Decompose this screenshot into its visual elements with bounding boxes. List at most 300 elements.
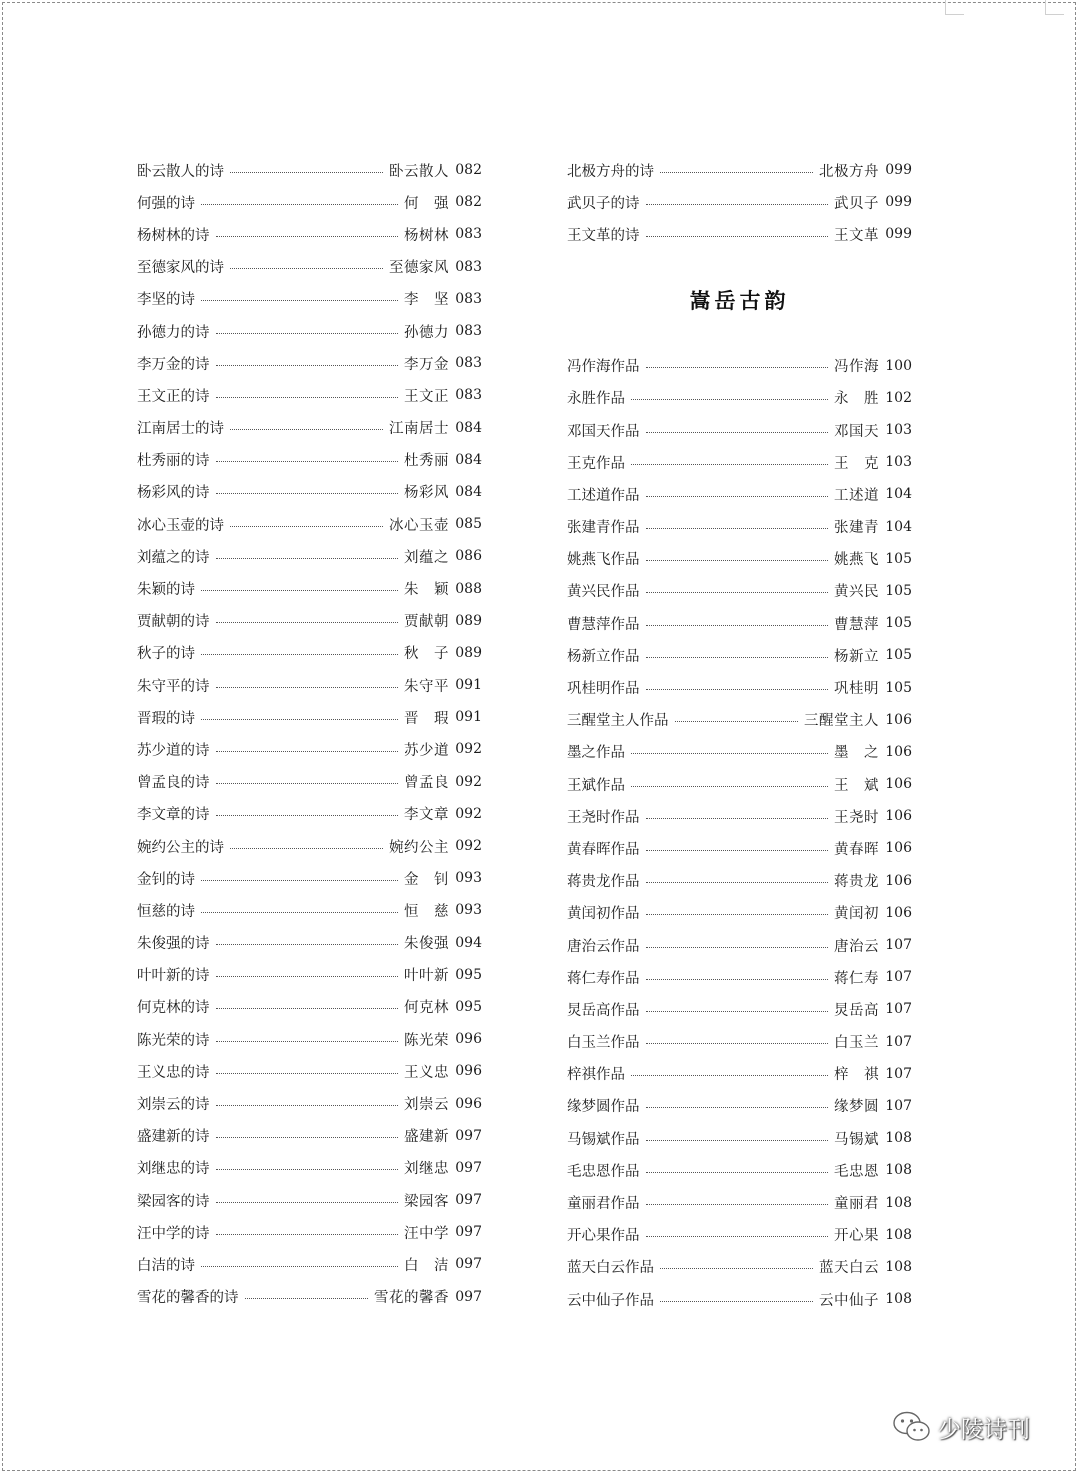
toc-entry (137, 1055, 482, 1087)
entry-author: 云中仙子 (819, 1292, 879, 1309)
entry-author: 武贝子 (834, 195, 879, 212)
dot-leader (230, 429, 383, 430)
toc-entry (567, 543, 912, 575)
page-number: 107 (885, 1033, 912, 1050)
entry-author: 朱守平 (404, 678, 449, 695)
page-number: 089 (455, 644, 482, 661)
toc-entry (567, 1251, 912, 1283)
dot-leader (646, 1140, 829, 1141)
dot-leader (201, 912, 398, 913)
toc-entry (137, 476, 482, 508)
dot-leader (646, 979, 829, 980)
dot-leader (216, 687, 399, 688)
entry-title: 墨之作品 (567, 745, 625, 762)
page-number: 108 (885, 1258, 912, 1275)
toc-entry (567, 929, 912, 961)
page-number: 103 (885, 422, 912, 439)
entry-title: 刘崇云的诗 (137, 1097, 210, 1114)
page-number: 097 (455, 1159, 482, 1176)
dot-leader (201, 204, 398, 205)
dot-leader (216, 1073, 399, 1074)
page-number: 096 (455, 1095, 482, 1112)
page-number: 106 (885, 904, 912, 921)
entry-title: 恒慈的诗 (137, 903, 195, 920)
page-number: 092 (455, 741, 482, 758)
toc-entry (567, 671, 912, 703)
page-number: 092 (455, 805, 482, 822)
page-number: 105 (885, 647, 912, 664)
dot-leader (201, 590, 398, 591)
page-number: 103 (885, 454, 912, 471)
dot-leader (631, 1075, 828, 1076)
toc-entry (567, 511, 912, 543)
page-number: 088 (455, 580, 482, 597)
entry-title: 何克林的诗 (137, 1000, 210, 1017)
page-number: 099 (885, 162, 912, 179)
toc-entry (137, 798, 482, 830)
entry-title: 朱俊强的诗 (137, 936, 210, 953)
page-number: 083 (455, 226, 482, 243)
dot-leader (646, 947, 829, 948)
page-number: 097 (455, 1127, 482, 1144)
entry-title: 武贝子的诗 (567, 195, 640, 212)
dot-leader (201, 719, 398, 720)
toc-entry (137, 508, 482, 540)
dot-leader (216, 1137, 399, 1138)
page-number: 106 (885, 776, 912, 793)
entry-title: 刘继忠的诗 (137, 1161, 210, 1178)
dot-leader (245, 1298, 369, 1299)
entry-author: 朱俊强 (404, 936, 449, 953)
entry-author: 苏少道 (404, 742, 449, 759)
toc-entry (567, 414, 912, 446)
entry-author: 开心果 (834, 1228, 879, 1245)
entry-title: 曹慧萍作品 (567, 616, 640, 633)
toc-entry (137, 637, 482, 669)
entry-author: 杨新立 (834, 648, 879, 665)
toc-entry (137, 1152, 482, 1184)
dot-leader (201, 654, 398, 655)
toc-entry (567, 154, 912, 186)
toc-entry (567, 897, 912, 929)
entry-author: 唐治云 (834, 938, 879, 955)
entry-author: 叶叶新 (404, 968, 449, 985)
toc-entry (137, 991, 482, 1023)
toc-entry (567, 1186, 912, 1218)
entry-title: 王尧时作品 (567, 809, 640, 826)
entry-title: 永胜作品 (567, 391, 625, 408)
entry-title: 童丽君作品 (567, 1196, 640, 1213)
dot-leader (660, 1301, 813, 1302)
entry-author: 王义忠 (404, 1064, 449, 1081)
toc-entry (567, 1026, 912, 1058)
entry-title: 姚燕飞作品 (567, 552, 640, 569)
toc-entry (137, 1023, 482, 1055)
dot-leader (216, 1234, 399, 1235)
entry-author: 王文正 (404, 388, 449, 405)
dot-leader (646, 560, 829, 561)
entry-author: 巩桂明 (834, 681, 879, 698)
corner-mark (1045, 0, 1064, 15)
entry-author: 至德家风 (389, 260, 449, 277)
entry-author: 杨彩风 (404, 485, 449, 502)
entry-title: 王斌作品 (567, 777, 625, 794)
entry-title: 黄闰初作品 (567, 906, 640, 923)
page-number: 093 (455, 902, 482, 919)
entry-title: 卧云散人的诗 (137, 163, 224, 180)
toc-entry (137, 1120, 482, 1152)
entry-title: 梓祺作品 (567, 1067, 625, 1084)
dot-leader (646, 818, 829, 819)
toc-entry (567, 1154, 912, 1186)
dot-leader (646, 914, 829, 915)
page-number: 096 (455, 1063, 482, 1080)
entry-title: 白洁的诗 (137, 1257, 195, 1274)
toc-left-column (137, 154, 482, 1313)
entry-author: 何克林 (404, 1000, 449, 1017)
entry-author: 马锡斌 (834, 1131, 879, 1148)
page-number: 082 (455, 162, 482, 179)
entry-author: 陈光荣 (404, 1032, 449, 1049)
dot-leader (646, 1107, 829, 1108)
toc-entry (137, 894, 482, 926)
page-number: 092 (455, 838, 482, 855)
entry-author: 卧云散人 (389, 163, 449, 180)
dot-leader (216, 751, 399, 752)
dot-leader (646, 367, 829, 368)
toc-entry (567, 832, 912, 864)
page-number: 106 (885, 872, 912, 889)
dot-leader (216, 558, 399, 559)
page-number: 107 (885, 1065, 912, 1082)
toc-entry (137, 540, 482, 572)
page-number: 106 (885, 808, 912, 825)
page-number: 106 (885, 711, 912, 728)
toc-entry (567, 961, 912, 993)
entry-author: 三醒堂主人 (804, 713, 879, 730)
entry-author: 江南居士 (389, 421, 449, 438)
page-number: 097 (455, 1288, 482, 1305)
page-number: 083 (455, 258, 482, 275)
entry-title: 曾孟良的诗 (137, 775, 210, 792)
page-number: 094 (455, 934, 482, 951)
toc-entry (137, 1184, 482, 1216)
toc-entry (567, 1219, 912, 1251)
page-number: 096 (455, 1031, 482, 1048)
page-number: 083 (455, 387, 482, 404)
toc-entry (137, 1216, 482, 1248)
dot-leader (646, 1043, 829, 1044)
dot-leader (216, 815, 399, 816)
entry-title: 毛忠恩作品 (567, 1163, 640, 1180)
dot-leader (216, 493, 399, 494)
entry-title: 王文革的诗 (567, 227, 640, 244)
watermark-text: 少陵诗刊 (938, 1416, 1030, 1443)
entry-author: 盛建新 (404, 1129, 449, 1146)
entry-title: 云中仙子作品 (567, 1292, 654, 1309)
entry-author: 晋 瑕 (404, 710, 449, 727)
entry-title: 马锡斌作品 (567, 1131, 640, 1148)
page-number: 108 (885, 1194, 912, 1211)
entry-author: 李文章 (404, 807, 449, 824)
entry-title: 杨树林的诗 (137, 227, 210, 244)
toc-entry (137, 444, 482, 476)
toc-entry (137, 412, 482, 444)
entry-author: 杨树林 (404, 227, 449, 244)
page-number: 107 (885, 1001, 912, 1018)
toc-entry (567, 478, 912, 510)
page-number: 106 (885, 743, 912, 760)
entry-author: 白玉兰 (834, 1035, 879, 1052)
dot-leader (646, 236, 829, 237)
dot-leader (675, 721, 799, 722)
dot-leader (230, 848, 383, 849)
toc-entry (137, 572, 482, 604)
toc-entry (567, 218, 912, 250)
entry-title: 白玉兰作品 (567, 1035, 640, 1052)
dot-leader (646, 528, 829, 529)
dot-leader (660, 1268, 813, 1269)
dot-leader (216, 333, 399, 334)
dot-leader (646, 432, 829, 433)
page-number: 095 (455, 966, 482, 983)
entry-author: 蓝天白云 (819, 1260, 879, 1277)
watermark (892, 1405, 1030, 1449)
page-number: 105 (885, 615, 912, 632)
dot-leader (216, 976, 399, 977)
toc-entry (137, 347, 482, 379)
dot-leader (216, 1105, 399, 1106)
dot-leader (646, 496, 829, 497)
toc-entry (567, 446, 912, 478)
toc-entry (137, 1248, 482, 1280)
entry-title: 汪中学的诗 (137, 1225, 210, 1242)
toc-entry (567, 1058, 912, 1090)
page-number: 105 (885, 550, 912, 567)
section-heading: 嵩岳古韵 (689, 289, 790, 314)
wechat-icon (892, 1410, 932, 1444)
entry-title: 晋瑕的诗 (137, 710, 195, 727)
entry-author: 张建青 (834, 520, 879, 537)
entry-author: 王 斌 (834, 777, 879, 794)
toc-entry (137, 1087, 482, 1119)
entry-title: 秋子的诗 (137, 646, 195, 663)
entry-title: 江南居士的诗 (137, 421, 224, 438)
page-number: 091 (455, 709, 482, 726)
page-number: 097 (455, 1192, 482, 1209)
page-number: 089 (455, 612, 482, 629)
entry-author: 冰心玉壶 (389, 517, 449, 534)
entry-author: 炅岳高 (834, 1002, 879, 1019)
dot-leader (646, 625, 829, 626)
toc-entry (137, 701, 482, 733)
dot-leader (646, 1011, 829, 1012)
entry-title: 北极方舟的诗 (567, 163, 654, 180)
entry-title: 三醒堂主人作品 (567, 713, 669, 730)
entry-title: 冯作海作品 (567, 359, 640, 376)
page-number: 084 (455, 483, 482, 500)
entry-author: 何 强 (404, 195, 449, 212)
dot-leader (201, 300, 398, 301)
dot-leader (216, 397, 399, 398)
dot-leader (631, 464, 828, 465)
entry-title: 蓝天白云作品 (567, 1260, 654, 1277)
entry-author: 曹慧萍 (834, 616, 879, 633)
entry-author: 王尧时 (834, 809, 879, 826)
toc-entry (567, 350, 912, 382)
entry-title: 至德家风的诗 (137, 260, 224, 277)
toc-entry (137, 830, 482, 862)
toc-entry (137, 1281, 482, 1313)
entry-title: 杨彩风的诗 (137, 485, 210, 502)
entry-author: 金 钊 (404, 871, 449, 888)
entry-author: 朱 颖 (404, 582, 449, 599)
page-number: 107 (885, 937, 912, 954)
page-number: 086 (455, 548, 482, 565)
entry-author: 工述道 (834, 487, 879, 504)
entry-author: 王 克 (834, 455, 879, 472)
entry-title: 贾献朝的诗 (137, 614, 210, 631)
page-number: 093 (455, 870, 482, 887)
page-number: 100 (885, 357, 912, 374)
toc-entry (137, 186, 482, 218)
entry-title: 缘梦圆作品 (567, 1099, 640, 1116)
page-number: 108 (885, 1291, 912, 1308)
entry-author: 刘继忠 (404, 1161, 449, 1178)
dot-leader (631, 753, 828, 754)
dot-leader (646, 657, 829, 658)
toc-entry (137, 251, 482, 283)
dot-leader (646, 204, 829, 205)
toc-entry (567, 993, 912, 1025)
entry-title: 蒋仁寿作品 (567, 970, 640, 987)
toc-entry (137, 154, 482, 186)
entry-author: 墨 之 (834, 745, 879, 762)
toc-entry (567, 1122, 912, 1154)
entry-author: 童丽君 (834, 1196, 879, 1213)
toc-entry (567, 639, 912, 671)
entry-author: 曾孟良 (404, 775, 449, 792)
page-number: 083 (455, 355, 482, 372)
toc-entry (567, 768, 912, 800)
entry-title: 盛建新的诗 (137, 1129, 210, 1146)
page-number: 083 (455, 323, 482, 340)
dot-leader (646, 1236, 829, 1237)
dot-leader (646, 1172, 829, 1173)
toc-entry (567, 704, 912, 736)
entry-title: 孙德力的诗 (137, 324, 210, 341)
page-number: 091 (455, 677, 482, 694)
entry-title: 张建青作品 (567, 520, 640, 537)
entry-author: 北极方舟 (819, 163, 879, 180)
entry-title: 刘蕴之的诗 (137, 549, 210, 566)
entry-title: 陈光荣的诗 (137, 1032, 210, 1049)
toc-entry (137, 315, 482, 347)
dot-leader (201, 880, 398, 881)
page-number: 106 (885, 840, 912, 857)
entry-author: 李 坚 (404, 292, 449, 309)
entry-author: 贾献朝 (404, 614, 449, 631)
entry-author: 雪花的馨香 (374, 1290, 449, 1307)
dot-leader (631, 786, 828, 787)
entry-author: 黄春晖 (834, 841, 879, 858)
entry-author: 刘崇云 (404, 1097, 449, 1114)
entry-author: 冯作海 (834, 359, 879, 376)
entry-author: 恒 慈 (404, 903, 449, 920)
dot-leader (230, 268, 383, 269)
toc-right-top-list (567, 154, 912, 251)
entry-title: 黄春晖作品 (567, 841, 640, 858)
toc-entry (567, 607, 912, 639)
dot-leader (216, 461, 399, 462)
entry-author: 梁园客 (404, 1193, 449, 1210)
toc-entry (567, 1090, 912, 1122)
entry-title: 叶叶新的诗 (137, 968, 210, 985)
entry-author: 蒋仁寿 (834, 970, 879, 987)
dot-leader (216, 365, 399, 366)
page-number: 108 (885, 1226, 912, 1243)
entry-title: 朱颖的诗 (137, 582, 195, 599)
entry-title: 邓国天作品 (567, 423, 640, 440)
entry-title: 开心果作品 (567, 1228, 640, 1245)
toc-entry (137, 733, 482, 765)
entry-title: 杨新立作品 (567, 648, 640, 665)
dot-leader (660, 172, 813, 173)
toc-entry (567, 1283, 912, 1315)
entry-title: 杜秀丽的诗 (137, 453, 210, 470)
entry-author: 杜秀丽 (404, 453, 449, 470)
entry-author: 秋 子 (404, 646, 449, 663)
toc-entry (137, 669, 482, 701)
corner-mark (945, 0, 964, 15)
page-number: 108 (885, 1130, 912, 1147)
page-number: 105 (885, 582, 912, 599)
entry-title: 王克作品 (567, 455, 625, 472)
page-number: 097 (455, 1256, 482, 1273)
toc-entry (137, 959, 482, 991)
page-number: 102 (885, 389, 912, 406)
toc-entry (567, 800, 912, 832)
dot-leader (646, 882, 829, 883)
toc-entry (567, 382, 912, 414)
entry-author: 毛忠恩 (834, 1163, 879, 1180)
entry-title: 唐治云作品 (567, 938, 640, 955)
toc-section-list (567, 350, 912, 1316)
entry-title: 李坚的诗 (137, 292, 195, 309)
entry-title: 何强的诗 (137, 195, 195, 212)
entry-title: 金钊的诗 (137, 871, 195, 888)
entry-title: 雪花的馨香的诗 (137, 1290, 239, 1307)
dot-leader (216, 783, 399, 784)
toc-entry (567, 736, 912, 768)
entry-title: 苏少道的诗 (137, 742, 210, 759)
dot-leader (631, 399, 828, 400)
entry-title: 炅岳高作品 (567, 1002, 640, 1019)
page-number: 084 (455, 419, 482, 436)
entry-author: 黄兴民 (834, 584, 879, 601)
toc-entry (137, 283, 482, 315)
entry-title: 工述道作品 (567, 487, 640, 504)
dot-leader (646, 689, 829, 690)
dot-leader (646, 592, 829, 593)
entry-title: 黄兴民作品 (567, 584, 640, 601)
page-number: 105 (885, 679, 912, 696)
page-number: 104 (885, 486, 912, 503)
entry-author: 孙德力 (404, 324, 449, 341)
page-number: 099 (885, 194, 912, 211)
toc-entry (567, 186, 912, 218)
entry-title: 朱守平的诗 (137, 678, 210, 695)
